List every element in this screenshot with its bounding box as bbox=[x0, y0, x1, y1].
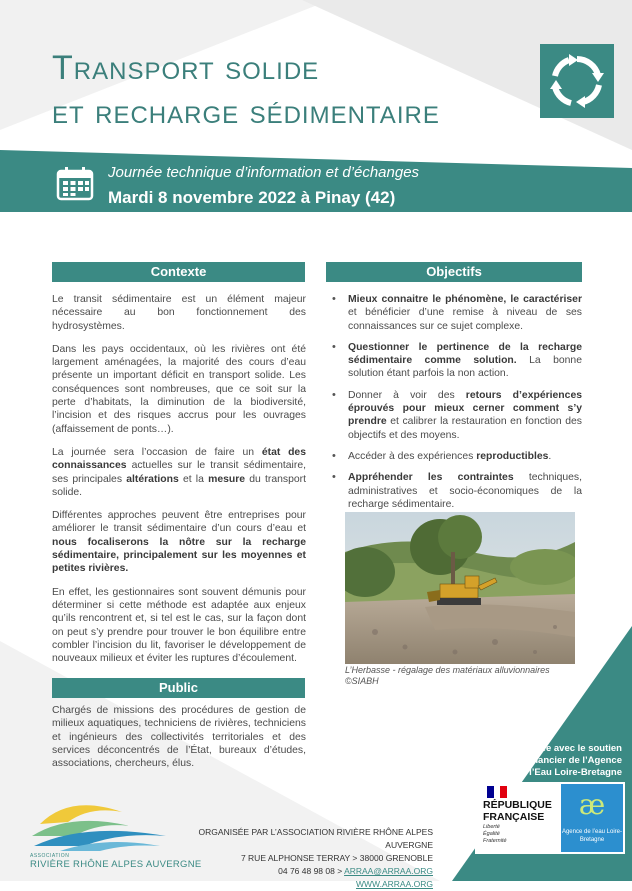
republique-label: RÉPUBLIQUE bbox=[483, 799, 552, 811]
text-run-bold: altérations bbox=[126, 473, 179, 485]
objectifs-heading: Objectifs bbox=[326, 262, 582, 282]
text-run-bold: retours d’expériences éprouvés pour mieux cerner comment s’y prendre bbox=[348, 389, 582, 428]
text-run-bold: nous focaliserons la nôtre sur la recharge sédimentaire, principalement sur les moyennes et petites rivières. bbox=[52, 536, 306, 575]
contexte-paragraph-3 bbox=[52, 446, 306, 499]
organizer-phone: 04 76 48 98 08 > bbox=[278, 866, 345, 876]
text-run: Différentes approches peuvent être entreprises pour améliorer le transit sédimentaire d’un cours d’eau et bbox=[52, 510, 306, 535]
arraa-name: RIVIÈRE RHÔNE ALPES AUVERGNE bbox=[30, 859, 202, 870]
contexte-paragraph-1: Le transit sédimentaire est un élément majeur nécessaire au bon fonctionnement des hydrosystèmes. bbox=[52, 294, 306, 332]
text-run: Donner à voir des bbox=[348, 389, 466, 401]
motto-egalite: Égalité bbox=[483, 831, 500, 837]
public-section bbox=[52, 704, 306, 780]
organizer-email-link[interactable]: ARRAA@ARRAA.ORG bbox=[344, 866, 433, 876]
contexte-paragraph-5: En effet, les gestionnaires sont souvent démunis pour déterminer si cette méthode est adaptée aux enjeux qu’ils rencontrent et, si tel est le cas, sur la façon dont on peut s’y prendre pour trouver le bon équilibre entre combler l’incision du lit, favoriser le développement de nouveaux milieux et éviter les ruptures d’écoulement. bbox=[52, 586, 306, 665]
contexte-paragraph-2: Dans les pays occidentaux, où les rivières ont été largement aménagées, la majorité des cours d’eau présente un important déficit en transport solide. Les conséquences sont nombreuses, que ce soit sur la perte d’habitats, la diminution de la biodiversité, l’incision et des risques accrus pour les ouvrages (affaissement de ponts…). bbox=[52, 343, 306, 435]
list-item bbox=[348, 389, 582, 442]
francaise-label: FRANÇAISE bbox=[483, 811, 545, 823]
republic-motto bbox=[483, 824, 507, 845]
title-line-1: Transport solide bbox=[52, 49, 320, 87]
event-subtitle: Journée technique d’information et d’échanges bbox=[108, 164, 420, 181]
text-run: techniques, administratives et socio-économiques de la recharge sédimentaire. bbox=[348, 472, 582, 510]
text-run-bold: Appréhender les contraintes bbox=[348, 472, 514, 484]
support-text: Organisée avec le soutien technique et financier de l’Agence de l’Eau Loire-Bretagne bbox=[467, 743, 622, 778]
objectifs-section bbox=[328, 293, 582, 519]
contexte-paragraph-4 bbox=[52, 509, 306, 575]
french-flag-icon bbox=[487, 786, 507, 798]
organizer-website bbox=[175, 878, 433, 891]
motto-liberte: Liberté bbox=[483, 824, 500, 830]
agence-eau-mark: æ bbox=[578, 788, 606, 821]
text-run: . bbox=[548, 450, 552, 462]
organizer-block bbox=[175, 826, 433, 891]
public-paragraph: Chargés de missions des procédures de gestion de milieux aquatiques, techniciens de rivières, techniciens et ingénieurs des collectivités territoriales et des services déconcentrés de l’État, bureaux d’études, associations, chercheurs, élus. bbox=[52, 705, 306, 770]
text-run: et bénéficier d’une remise à niveau de ses connaissances sur ce sujet complexe. bbox=[348, 307, 582, 332]
motto-fraternite: Fraternité bbox=[483, 838, 507, 844]
text-run-bold: Mieux connaitre le phénomène, le caractériser bbox=[348, 294, 582, 305]
text-run-bold: Questionner le pertinence de la recharge sédimentaire comme solution. bbox=[348, 341, 582, 367]
calendar-icon bbox=[56, 167, 94, 201]
text-run: Accéder à des expériences bbox=[348, 450, 477, 462]
page-title bbox=[52, 46, 440, 134]
text-run: La journée sera l’occasion de faire un bbox=[52, 446, 262, 458]
organizer-website-link[interactable]: WWW.ARRAA.ORG bbox=[356, 879, 433, 889]
text-run: et calibrer la restauration en fonction des objectifs et des moyens. bbox=[348, 416, 582, 441]
recycle-logo bbox=[540, 44, 614, 118]
partner-logos bbox=[475, 782, 625, 854]
organizer-address: 7 RUE ALPHONSE TERRAY > 38000 GRENOBLE bbox=[240, 853, 433, 863]
organizer-contact bbox=[175, 865, 433, 878]
text-run-bold: reproductibles bbox=[476, 450, 549, 462]
public-heading: Public bbox=[52, 678, 305, 698]
text-run: et la bbox=[178, 473, 209, 485]
text-run: La bonne solution étant parfois la non action. bbox=[348, 355, 582, 380]
text-run-bold: état des connaissances bbox=[52, 446, 306, 472]
title-line-2: et recharge sédimentaire bbox=[52, 93, 440, 131]
agence-eau-label: Agence de l’eau Loire-Bretagne bbox=[561, 829, 623, 843]
arraa-association-label: ASSOCIATION bbox=[30, 853, 70, 859]
contexte-heading: Contexte bbox=[52, 262, 305, 282]
list-item bbox=[348, 450, 582, 463]
list-item bbox=[348, 341, 582, 381]
contexte-section bbox=[52, 293, 306, 675]
arraa-logo-icon bbox=[30, 796, 170, 852]
text-run: actuelles sur le transit sédimentaire, ses principales bbox=[52, 460, 306, 485]
text-run-bold: mesure bbox=[208, 473, 246, 485]
photo-caption: L’Herbasse - régalage des matériaux alluvionnaires ©SIABH bbox=[345, 665, 550, 686]
organizer-line: ORGANISÉE PAR L’ASSOCIATION RIVIÈRE RHÔNE ALPES AUVERGNE bbox=[198, 827, 433, 850]
list-item bbox=[348, 471, 582, 511]
recycle-arrows-icon bbox=[547, 51, 607, 111]
list-item bbox=[348, 293, 582, 333]
event-date: Mardi 8 novembre 2022 à Pinay (42) bbox=[108, 188, 396, 207]
agence-eau-logo bbox=[561, 784, 623, 852]
text-run: du transport solide. bbox=[52, 473, 306, 498]
objectifs-list bbox=[328, 293, 582, 511]
